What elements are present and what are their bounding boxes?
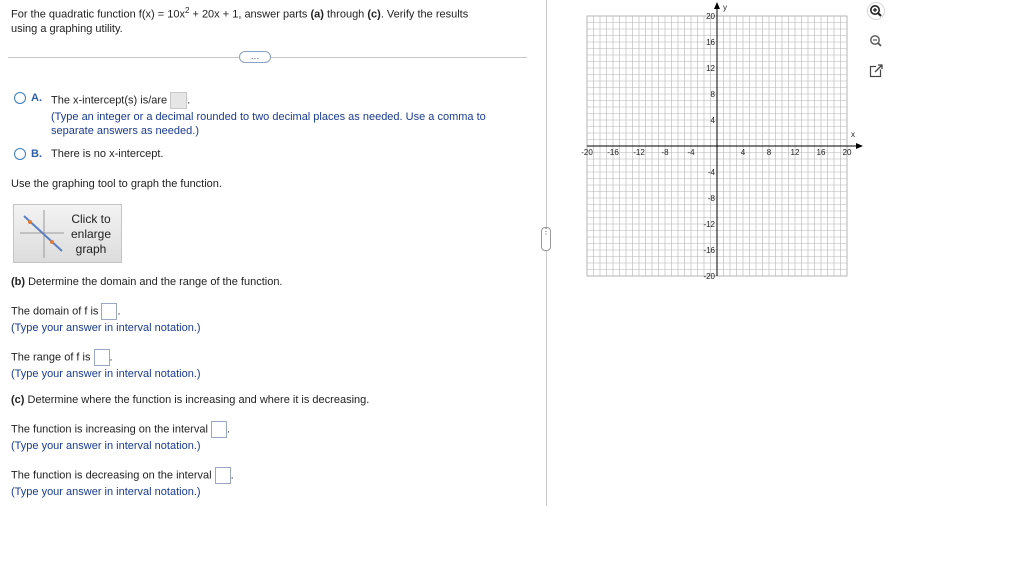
period: . xyxy=(226,423,230,436)
x-tick-label: 16 xyxy=(816,148,826,157)
y-tick-label: -8 xyxy=(707,194,715,203)
intro-through: through xyxy=(323,8,368,21)
y-axis-label: y xyxy=(723,3,727,12)
option-b-radio[interactable] xyxy=(14,148,26,160)
y-tick-label: 4 xyxy=(710,116,715,125)
increasing-label: The function is increasing on the interval xyxy=(11,423,208,436)
question-intro-line2: using a graphing utility. xyxy=(11,22,123,35)
x-axis-arrow xyxy=(856,143,863,149)
decreasing-input[interactable] xyxy=(215,467,231,484)
option-a-label: The x-intercept(s) is/are xyxy=(51,94,168,107)
thumbnail-label xyxy=(66,212,116,257)
increasing-input[interactable] xyxy=(211,421,227,438)
y-axis-arrow xyxy=(714,2,720,9)
y-tick-label: -12 xyxy=(703,220,715,229)
part-c-heading xyxy=(11,394,369,406)
x-axis-label: x xyxy=(851,130,855,139)
range-row xyxy=(11,349,113,366)
intro-text: For the quadratic function f(x) = 10x xyxy=(11,8,185,21)
x-intercept-input[interactable] xyxy=(170,92,187,109)
pane-divider xyxy=(546,0,547,506)
x-tick-label: -16 xyxy=(607,148,619,157)
coordinate-graph[interactable] xyxy=(575,4,865,294)
x-tick-label: -8 xyxy=(661,148,669,157)
option-b-text: There is no x-intercept. xyxy=(51,148,164,160)
more-button[interactable]: … xyxy=(239,51,271,63)
x-tick-label: 12 xyxy=(790,148,800,157)
x-tick-label: -12 xyxy=(633,148,645,157)
question-intro xyxy=(11,4,531,36)
decreasing-row xyxy=(11,467,234,484)
intro-part-c: (c) xyxy=(367,8,381,21)
thumbnail-graph-icon xyxy=(16,206,66,261)
domain-label: The domain of f is xyxy=(11,305,99,318)
domain-row xyxy=(11,303,121,320)
y-tick-label: 16 xyxy=(706,38,715,47)
enlarge-graph-thumbnail[interactable] xyxy=(13,204,122,263)
option-a-radio[interactable] xyxy=(14,92,26,104)
x-tick-label: -4 xyxy=(687,148,695,157)
x-tick-label: 4 xyxy=(740,148,746,157)
intro-text-2: + 20x + 1, answer parts xyxy=(189,8,311,21)
part-b-label: (b) xyxy=(11,276,26,288)
option-a-letter: A. xyxy=(31,92,42,104)
zoom-out-icon[interactable] xyxy=(867,32,885,50)
thumbnail-label-line3: graph xyxy=(75,242,107,256)
decreasing-hint: (Type your answer in interval notation.) xyxy=(11,486,201,498)
x-tick-label: 20 xyxy=(842,148,852,157)
domain-hint: (Type your answer in interval notation.) xyxy=(11,322,201,334)
y-tick-label: 8 xyxy=(710,90,715,99)
intro-exponent: 2 xyxy=(184,6,190,15)
zoom-in-icon[interactable] xyxy=(867,2,885,20)
external-link-icon[interactable] xyxy=(867,62,885,80)
intro-end: . Verify the results xyxy=(380,8,469,21)
question-intro-line1 xyxy=(11,4,531,22)
range-label: The range of f is xyxy=(11,351,91,364)
period: . xyxy=(187,94,191,107)
range-hint: (Type your answer in interval notation.) xyxy=(11,368,201,380)
y-tick-label: -4 xyxy=(707,168,715,177)
increasing-row xyxy=(11,421,230,438)
option-a-hint-line2: separate answers as needed.) xyxy=(51,125,199,137)
x-tick-label: -20 xyxy=(581,148,593,157)
y-tick-label: 20 xyxy=(706,12,715,21)
period: . xyxy=(117,305,121,318)
part-c-text: Determine where the function is increasing and where it is decreasing. xyxy=(24,394,370,406)
thumbnail-label-line1: Click to xyxy=(71,212,111,226)
option-a-hint-line1: (Type an integer or a decimal rounded to two decimal places as needed. Use a comma to xyxy=(51,111,486,123)
domain-input[interactable] xyxy=(101,303,117,320)
option-a-hint xyxy=(51,110,486,138)
graph-instruction: Use the graphing tool to graph the function. xyxy=(11,178,222,190)
x-tick-label: 8 xyxy=(766,148,772,157)
pane-splitter-handle[interactable]: ⋮ xyxy=(541,227,551,251)
option-a-text xyxy=(51,92,190,109)
increasing-hint: (Type your answer in interval notation.) xyxy=(11,440,201,452)
part-c-label: (c) xyxy=(11,394,25,406)
decreasing-label: The function is decreasing on the interval xyxy=(11,469,212,482)
option-b-letter: B. xyxy=(31,148,42,160)
y-tick-label: -16 xyxy=(703,246,715,255)
range-input[interactable] xyxy=(94,349,110,366)
part-b-text: Determine the domain and the range of the function. xyxy=(25,276,283,288)
part-b-heading xyxy=(11,276,283,288)
y-tick-label: -20 xyxy=(703,272,715,281)
period: . xyxy=(109,351,113,364)
intro-part-a: (a) xyxy=(310,8,324,21)
period: . xyxy=(230,469,234,482)
y-tick-label: 12 xyxy=(706,64,715,73)
thumbnail-label-line2: enlarge xyxy=(70,227,112,241)
